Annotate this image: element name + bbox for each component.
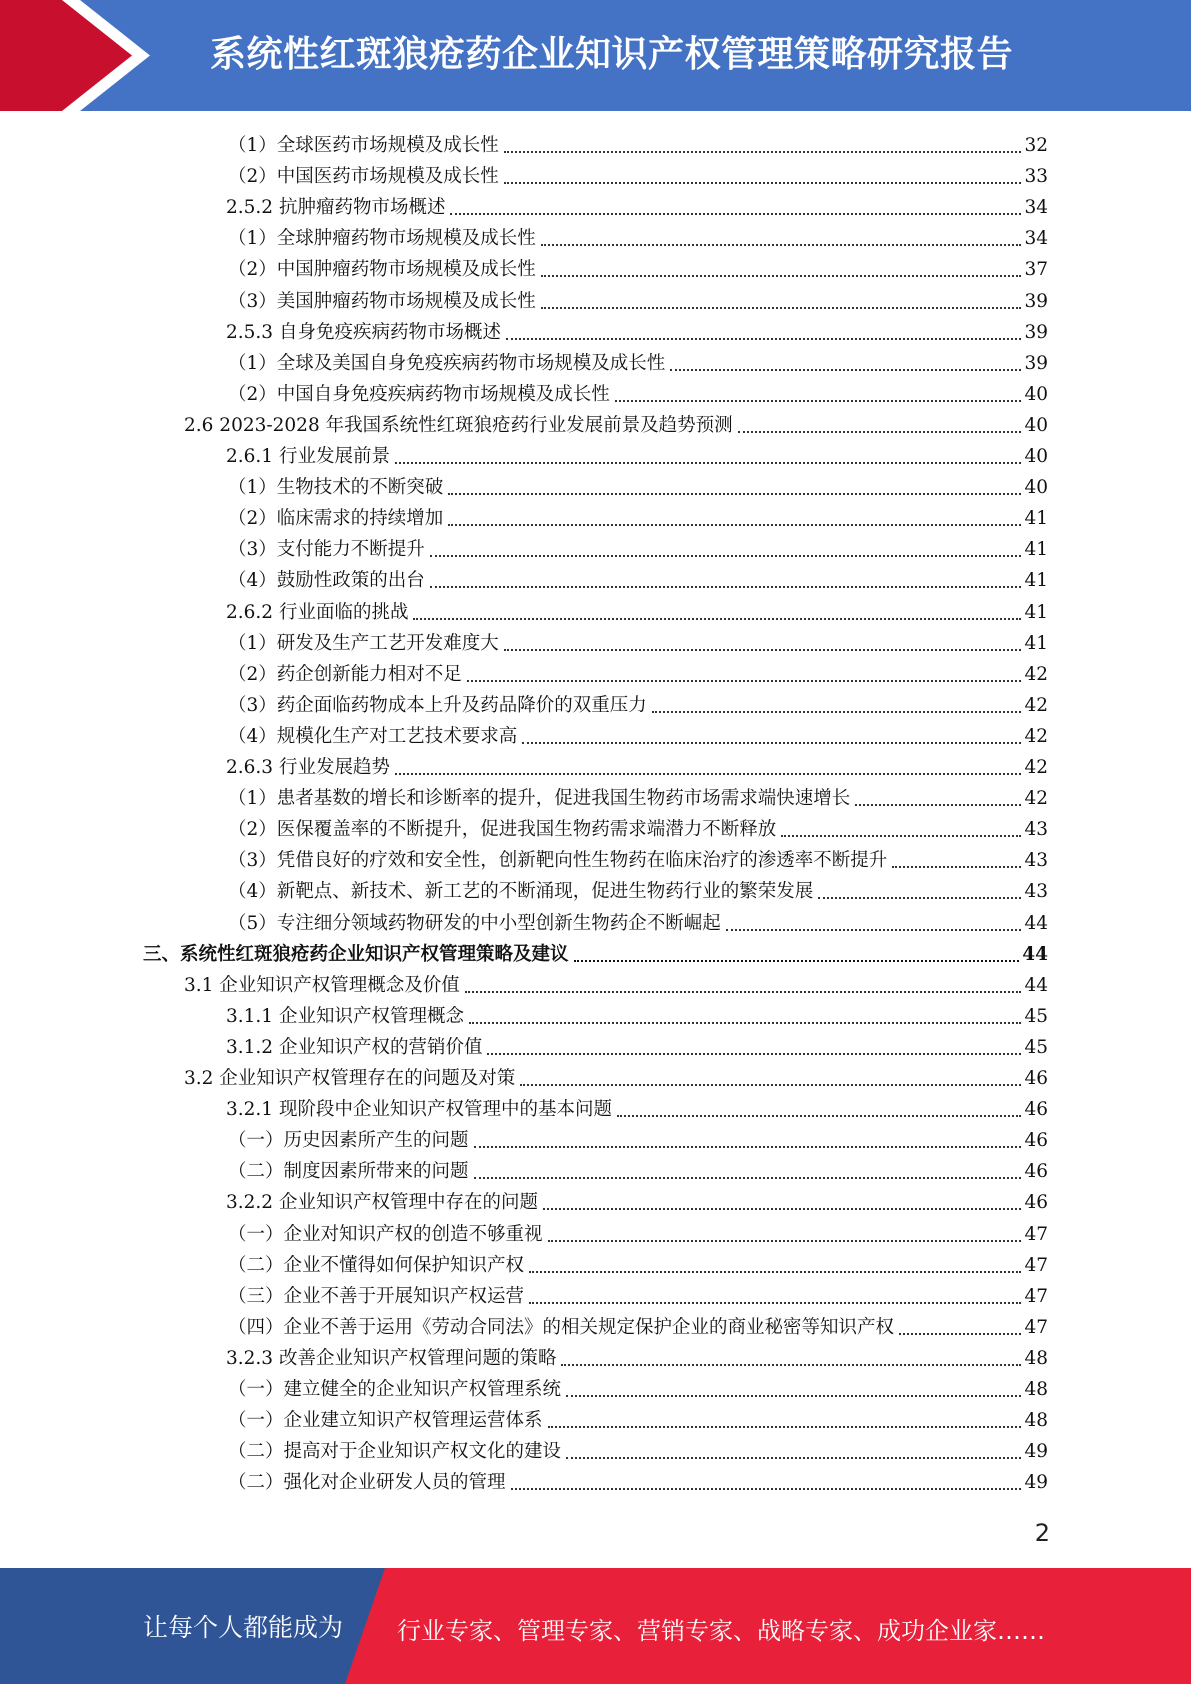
toc-entry-page: 42 bbox=[1024, 725, 1048, 747]
page-number: 2 bbox=[1034, 1519, 1050, 1547]
toc-entry-label: （1）生物技术的不断突破 bbox=[228, 477, 444, 499]
toc-leader-dots bbox=[541, 244, 1022, 246]
toc-entry[interactable] bbox=[226, 998, 1048, 1029]
toc-entry[interactable] bbox=[228, 220, 1048, 251]
toc-entry-page: 49 bbox=[1024, 1441, 1048, 1463]
toc-entry[interactable] bbox=[228, 1402, 1048, 1433]
toc-entry[interactable] bbox=[226, 314, 1048, 345]
toc-entry[interactable] bbox=[228, 531, 1048, 562]
toc-leader-dots bbox=[617, 1115, 1021, 1117]
toc-entry[interactable] bbox=[228, 687, 1048, 718]
toc-entry-page: 43 bbox=[1024, 819, 1048, 841]
toc-entry-label: 3.2 企业知识产权管理存在的问题及对策 bbox=[184, 1068, 516, 1089]
toc-entry[interactable] bbox=[226, 438, 1048, 469]
toc-leader-dots bbox=[548, 1426, 1022, 1428]
toc-entry-label: （二）制度因素所带来的问题 bbox=[228, 1161, 469, 1183]
toc-entry-page: 34 bbox=[1024, 197, 1048, 219]
toc-leader-dots bbox=[566, 1457, 1021, 1459]
toc-entry-label: （一）企业对知识产权的创造不够重视 bbox=[228, 1223, 543, 1245]
toc-entry-page: 42 bbox=[1024, 694, 1048, 716]
toc-leader-dots bbox=[506, 338, 1021, 340]
toc-entry[interactable] bbox=[228, 873, 1048, 904]
toc-entry-label: （2）中国医药市场规模及成长性 bbox=[228, 166, 499, 188]
toc-entry-label: （3）药企面临药物成本上升及药品降价的双重压力 bbox=[228, 694, 647, 716]
toc-entry[interactable] bbox=[228, 1153, 1048, 1184]
toc-entry-label: （1）全球医药市场规模及成长性 bbox=[228, 135, 499, 156]
toc-leader-dots bbox=[504, 649, 1022, 651]
toc-leader-dots bbox=[467, 680, 1022, 682]
toc-entry-label: （一）建立健全的企业知识产权管理系统 bbox=[228, 1379, 562, 1400]
toc-entry-label: 三、系统性红斑狼疮药企业知识产权管理策略及建议 bbox=[143, 943, 569, 965]
toc-entry-label: （2）中国肿瘤药物市场规模及成长性 bbox=[228, 259, 536, 281]
toc-entry-label: 2.5.2 抗肿瘤药物市场概述 bbox=[226, 197, 446, 219]
toc-leader-dots bbox=[892, 866, 1021, 868]
toc-entry[interactable] bbox=[228, 469, 1048, 500]
toc-entry-label: 2.6.2 行业面临的挑战 bbox=[226, 601, 409, 623]
toc-entry-page: 46 bbox=[1024, 1192, 1048, 1214]
toc-entry[interactable] bbox=[228, 656, 1048, 687]
toc-leader-dots bbox=[541, 307, 1022, 309]
toc-entry-label: 3.2.3 改善企业知识产权管理问题的策略 bbox=[226, 1347, 557, 1369]
toc-entry[interactable] bbox=[228, 811, 1048, 842]
toc-entry[interactable] bbox=[228, 1433, 1048, 1464]
toc-leader-dots bbox=[548, 1240, 1022, 1242]
toc-leader-dots bbox=[726, 929, 1022, 931]
toc-entry-label: （1）研发及生产工艺开发难度大 bbox=[228, 632, 499, 654]
toc-entry-label: （2）药企创新能力相对不足 bbox=[228, 663, 462, 685]
toc-entry-page: 34 bbox=[1024, 228, 1048, 250]
toc-entry[interactable] bbox=[228, 842, 1048, 873]
toc-entry-page: 47 bbox=[1024, 1254, 1048, 1276]
toc-entry[interactable] bbox=[228, 251, 1048, 282]
toc-entry-page: 42 bbox=[1024, 757, 1048, 778]
toc-entry-label: 3.1.1 企业知识产权管理概念 bbox=[226, 1005, 464, 1027]
toc-entry-page: 49 bbox=[1024, 1472, 1048, 1494]
toc-entry[interactable] bbox=[228, 283, 1048, 314]
toc-entry[interactable] bbox=[184, 407, 1048, 438]
toc-entry[interactable] bbox=[228, 1309, 1048, 1340]
toc-leader-dots bbox=[450, 213, 1021, 215]
toc-leader-dots bbox=[395, 773, 1021, 775]
toc-entry-page: 48 bbox=[1024, 1347, 1048, 1369]
toc-leader-dots bbox=[670, 369, 1021, 371]
toc-entry-page: 47 bbox=[1024, 1285, 1048, 1307]
toc-entry-page: 41 bbox=[1024, 601, 1048, 623]
toc-entry-page: 46 bbox=[1024, 1068, 1048, 1089]
toc-entry-page: 45 bbox=[1024, 1036, 1048, 1058]
toc-entry-label: 2.5.3 自身免疫疾病药物市场概述 bbox=[226, 321, 501, 343]
toc-leader-dots bbox=[652, 711, 1022, 713]
toc-entry[interactable] bbox=[226, 1091, 1048, 1122]
toc-entry-page: 48 bbox=[1024, 1410, 1048, 1432]
toc-entry[interactable] bbox=[184, 967, 1048, 998]
toc-entry-page: 32 bbox=[1024, 135, 1048, 156]
toc-entry[interactable] bbox=[226, 189, 1048, 220]
toc-leader-dots bbox=[529, 1302, 1021, 1304]
toc-leader-dots bbox=[818, 897, 1021, 899]
toc-leader-dots bbox=[504, 151, 1022, 153]
toc-leader-dots bbox=[541, 275, 1022, 277]
toc-leader-dots bbox=[474, 1146, 1022, 1148]
toc-entry-page: 44 bbox=[1024, 912, 1048, 934]
toc-entry-label: （5）专注细分领域药物研发的中小型创新生物药企不断崛起 bbox=[228, 912, 721, 934]
toc-entry[interactable] bbox=[226, 1029, 1048, 1060]
toc-entry-page: 40 bbox=[1024, 414, 1048, 436]
toc-leader-dots bbox=[738, 431, 1022, 433]
toc-entry-page: 40 bbox=[1024, 446, 1048, 467]
toc-entry[interactable] bbox=[226, 1184, 1048, 1215]
toc-entry[interactable] bbox=[228, 1371, 1048, 1402]
toc-entry-page: 40 bbox=[1024, 477, 1048, 499]
toc-entry-label: （一）历史因素所产生的问题 bbox=[228, 1130, 469, 1152]
toc-leader-dots bbox=[465, 991, 1022, 993]
toc-entry-label: 3.1 企业知识产权管理概念及价值 bbox=[184, 974, 460, 996]
toc-entry[interactable] bbox=[228, 718, 1048, 749]
toc-entry-label: 3.1.2 企业知识产权的营销价值 bbox=[226, 1036, 483, 1058]
toc-entry-label: （2）中国自身免疫疾病药物市场规模及成长性 bbox=[228, 383, 610, 405]
toc-entry-label: （1）全球肿瘤药物市场规模及成长性 bbox=[228, 228, 536, 250]
toc-entry-label: （2）临床需求的持续增加 bbox=[228, 508, 444, 530]
toc-leader-dots bbox=[504, 182, 1022, 184]
toc-entry-label: （三）企业不善于开展知识产权运营 bbox=[228, 1285, 525, 1307]
toc-entry-page: 47 bbox=[1024, 1316, 1048, 1338]
toc-leader-dots bbox=[529, 1271, 1021, 1273]
toc-entry-page: 39 bbox=[1024, 352, 1048, 374]
toc-entry-page: 39 bbox=[1024, 290, 1048, 312]
toc-entry[interactable] bbox=[228, 1464, 1048, 1495]
toc-leader-dots bbox=[855, 804, 1021, 806]
toc-leader-dots bbox=[561, 1364, 1021, 1366]
toc-entry-label: 3.2.1 现阶段中企业知识产权管理中的基本问题 bbox=[226, 1099, 612, 1121]
toc-entry[interactable] bbox=[228, 1247, 1048, 1278]
toc-entry[interactable] bbox=[226, 1340, 1048, 1371]
footer-slogan-right: 行业专家、管理专家、营销专家、战略专家、成功企业家…… bbox=[397, 1617, 1045, 1645]
toc-leader-dots bbox=[899, 1333, 1021, 1335]
toc-entry-page: 46 bbox=[1024, 1099, 1048, 1121]
toc-leader-dots bbox=[448, 493, 1021, 495]
toc-leader-dots bbox=[615, 400, 1022, 402]
toc-entry-label: （1）患者基数的增长和诊断率的提升，促进我国生物药市场需求端快速增长 bbox=[228, 788, 851, 810]
toc-entry-page: 45 bbox=[1024, 1005, 1048, 1027]
toc-entry[interactable] bbox=[228, 500, 1048, 531]
toc-leader-dots bbox=[566, 1395, 1021, 1397]
toc-leader-dots bbox=[395, 462, 1021, 464]
toc-entry-page: 41 bbox=[1024, 570, 1048, 592]
toc-entry-label: （4）鼓励性政策的出台 bbox=[228, 570, 425, 592]
toc-entry-page: 46 bbox=[1024, 1161, 1048, 1183]
toc-entry-label: （4）规模化生产对工艺技术要求高 bbox=[228, 725, 518, 747]
toc-entry-page: 46 bbox=[1024, 1130, 1048, 1152]
toc-leader-dots bbox=[522, 742, 1021, 744]
toc-leader-dots bbox=[413, 618, 1021, 620]
toc-entry[interactable] bbox=[228, 345, 1048, 376]
toc-leader-dots bbox=[448, 524, 1021, 526]
toc-entry-page: 41 bbox=[1024, 539, 1048, 561]
toc-entry[interactable] bbox=[228, 1216, 1048, 1247]
toc-leader-dots bbox=[430, 555, 1022, 557]
toc-leader-dots bbox=[469, 1022, 1021, 1024]
toc-entry-page: 40 bbox=[1024, 383, 1048, 405]
toc-entry-page: 37 bbox=[1024, 259, 1048, 281]
toc-entry[interactable] bbox=[226, 594, 1048, 625]
toc-entry-page: 41 bbox=[1024, 632, 1048, 654]
toc-entry-label: 2.6.1 行业发展前景 bbox=[226, 446, 390, 467]
toc-entry-page: 43 bbox=[1024, 881, 1048, 903]
toc-entry-label: （四）企业不善于运用《劳动合同法》的相关规定保护企业的商业秘密等知识产权 bbox=[228, 1316, 895, 1338]
toc-entry[interactable] bbox=[228, 625, 1048, 656]
toc-entry[interactable] bbox=[228, 562, 1048, 593]
toc-entry[interactable] bbox=[228, 780, 1048, 811]
toc-entry-page: 39 bbox=[1024, 321, 1048, 343]
toc-leader-dots bbox=[474, 1177, 1022, 1179]
toc-entry-label: （4）新靶点、新技术、新工艺的不断涌现，促进生物药行业的繁荣发展 bbox=[228, 881, 814, 903]
page-header bbox=[0, 0, 1191, 111]
toc-entry[interactable] bbox=[228, 127, 1048, 158]
toc-entry[interactable] bbox=[143, 936, 1048, 967]
toc-entry-label: （3）支付能力不断提升 bbox=[228, 539, 425, 561]
page-footer bbox=[0, 1568, 1191, 1684]
toc-leader-dots bbox=[574, 960, 1020, 962]
toc-entry[interactable] bbox=[228, 1278, 1048, 1309]
footer-slogan-left: 让每个人都能成为 bbox=[143, 1613, 344, 1642]
toc-entry-label: 2.6.3 行业发展趋势 bbox=[226, 757, 390, 778]
toc-entry[interactable] bbox=[226, 749, 1048, 780]
toc-entry-label: 2.6 2023-2028 年我国系统性红斑狼疮药行业发展前景及趋势预测 bbox=[184, 414, 733, 436]
toc-entry-page: 33 bbox=[1024, 166, 1048, 188]
toc-entry-label: （二）提高对于企业知识产权文化的建设 bbox=[228, 1441, 562, 1463]
toc-leader-dots bbox=[487, 1053, 1021, 1055]
header-chevron-icon bbox=[0, 0, 160, 111]
toc-entry-label: 3.2.2 企业知识产权管理中存在的问题 bbox=[226, 1192, 538, 1214]
toc-entry-label: （一）企业建立知识产权管理运营体系 bbox=[228, 1410, 543, 1432]
toc-entry-page: 47 bbox=[1024, 1223, 1048, 1245]
toc-leader-dots bbox=[430, 586, 1022, 588]
toc-entry[interactable] bbox=[228, 905, 1048, 936]
toc-entry-page: 43 bbox=[1024, 850, 1048, 872]
toc-entry-page: 41 bbox=[1024, 508, 1048, 530]
toc-entry-page: 48 bbox=[1024, 1379, 1048, 1400]
toc-leader-dots bbox=[511, 1488, 1022, 1490]
toc-entry-label: （二）强化对企业研发人员的管理 bbox=[228, 1472, 506, 1494]
toc-entry-label: （3）凭借良好的疗效和安全性，创新靶向性生物药在临床治疗的渗透率不断提升 bbox=[228, 850, 888, 872]
report-title: 系统性红斑狼疮药企业知识产权管理策略研究报告 bbox=[210, 34, 1014, 75]
toc-leader-dots bbox=[520, 1084, 1021, 1086]
toc-entry-label: （1）全球及美国自身免疫疾病药物市场规模及成长性 bbox=[228, 352, 666, 374]
toc-entry[interactable] bbox=[228, 1122, 1048, 1153]
toc-entry-label: （3）美国肿瘤药物市场规模及成长性 bbox=[228, 290, 536, 312]
toc-entry-label: （2）医保覆盖率的不断提升，促进我国生物药需求端潜力不断释放 bbox=[228, 819, 777, 841]
toc-leader-dots bbox=[543, 1208, 1021, 1210]
toc-entry[interactable] bbox=[228, 158, 1048, 189]
toc-entry[interactable] bbox=[228, 376, 1048, 407]
toc-entry-page: 42 bbox=[1024, 788, 1048, 810]
toc-entry-label: （二）企业不懂得如何保护知识产权 bbox=[228, 1254, 525, 1276]
toc-leader-dots bbox=[781, 835, 1021, 837]
toc-entry-page: 44 bbox=[1022, 943, 1048, 965]
toc-entry-page: 42 bbox=[1024, 663, 1048, 685]
toc-entry[interactable] bbox=[184, 1060, 1048, 1091]
toc-entry-page: 44 bbox=[1024, 974, 1048, 996]
